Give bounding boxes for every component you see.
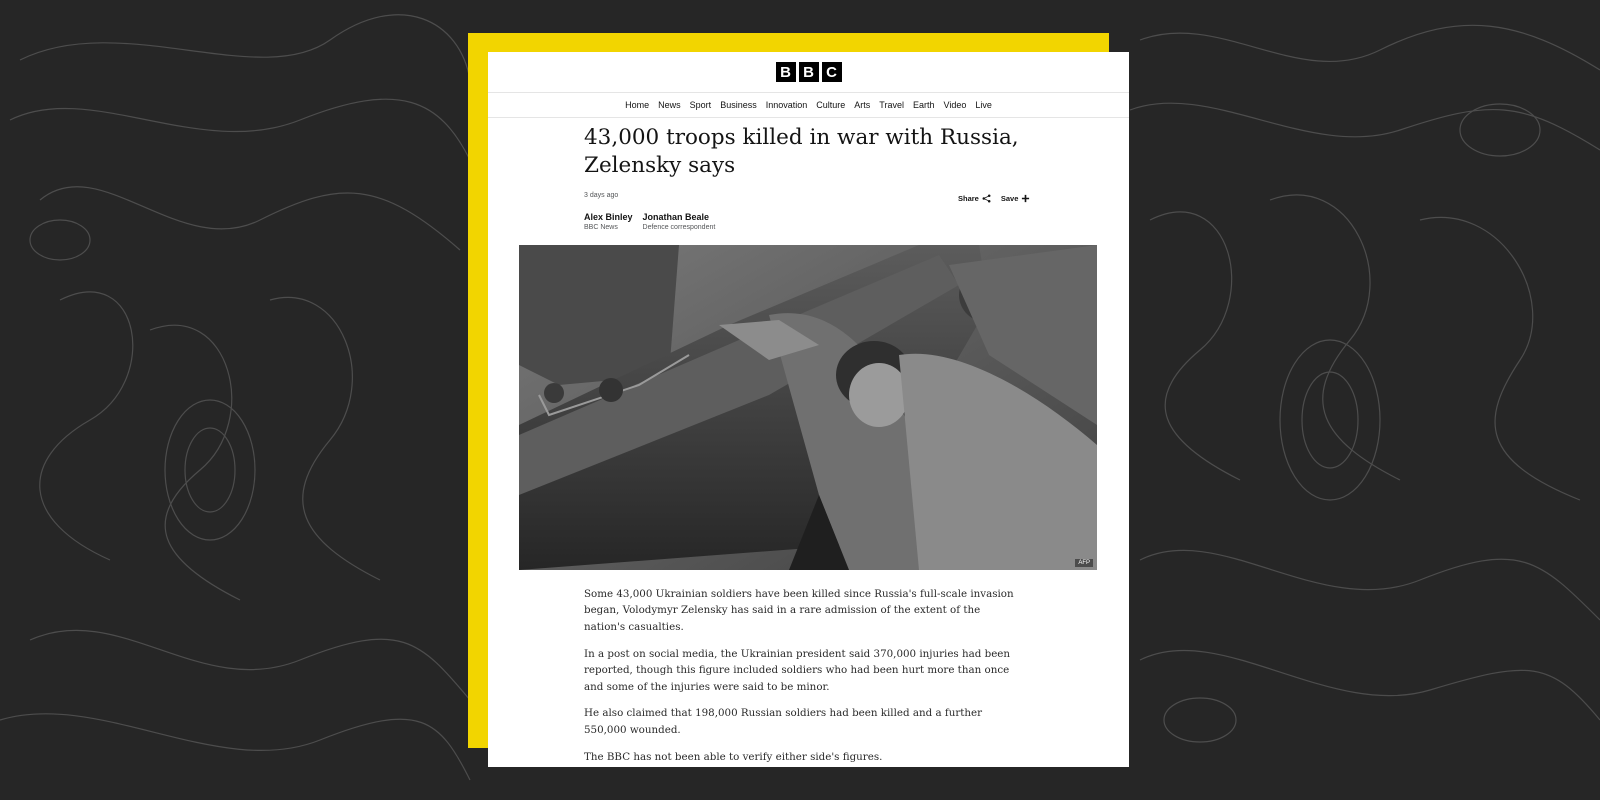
author-role: BBC News [584,224,618,231]
author-name[interactable]: Jonathan Beale [642,212,710,222]
logo-letter: B [799,62,819,82]
bbc-logo[interactable] [488,62,1129,82]
nav-item-travel[interactable]: Travel [879,100,904,110]
main-navigation [488,92,1129,118]
byline [643,212,716,231]
nav-item-arts[interactable]: Arts [854,100,871,110]
nav-item-live[interactable]: Live [975,100,992,110]
nav-item-business[interactable]: Business [720,100,757,110]
article-paragraph: In a post on social media, the Ukrainian president said 370,000 injuries had been reported, though this figure included soldiers who had been hurt more than once and some of the injuries were said to be minor. [584,647,1011,693]
save-label: Save [1000,194,1019,203]
plus-icon [1021,194,1030,203]
article-body [584,586,1024,767]
article-photo [519,245,1097,570]
article-paragraph: Some 43,000 Ukrainian soldiers have been killed since Russia's full-scale invasion began, Volodymyr Zelensky has said in a rare admission of the extent of the nation's casualties. [584,588,1014,633]
article-headline: 43,000 troops killed in war with Russia, Zelensky says [584,125,1019,178]
share-label: Share [958,194,979,203]
author-role: Defence correspondent [642,224,716,231]
logo-letter: B [776,62,796,82]
photo-illustration [519,245,1097,570]
nav-item-innovation[interactable]: Innovation [765,100,808,110]
nav-item-culture[interactable]: Culture [816,100,846,110]
article-paragraph: The BBC has not been able to verify either side's figures. [584,750,883,763]
article-timestamp: 3 days ago [584,192,619,199]
nav-item-earth[interactable]: Earth [912,100,935,110]
nav-item-video[interactable]: Video [943,100,967,110]
save-button[interactable] [1001,194,1031,203]
author-name[interactable]: Alex Binley [584,212,633,222]
nav-item-news[interactable]: News [658,100,681,110]
article-card [488,52,1129,767]
photo-credit: AFP [1075,559,1093,567]
logo-letter: C [822,62,842,82]
share-icon [982,194,991,203]
byline [584,212,633,231]
article-bylines [584,212,715,231]
article-paragraph: He also claimed that 198,000 Russian soldiers had been killed and a further 550,000 wounded. [584,707,983,736]
share-button[interactable] [958,194,991,203]
nav-item-home[interactable]: Home [625,100,650,110]
nav-item-sport[interactable]: Sport [689,100,712,110]
article-actions [958,194,1030,203]
